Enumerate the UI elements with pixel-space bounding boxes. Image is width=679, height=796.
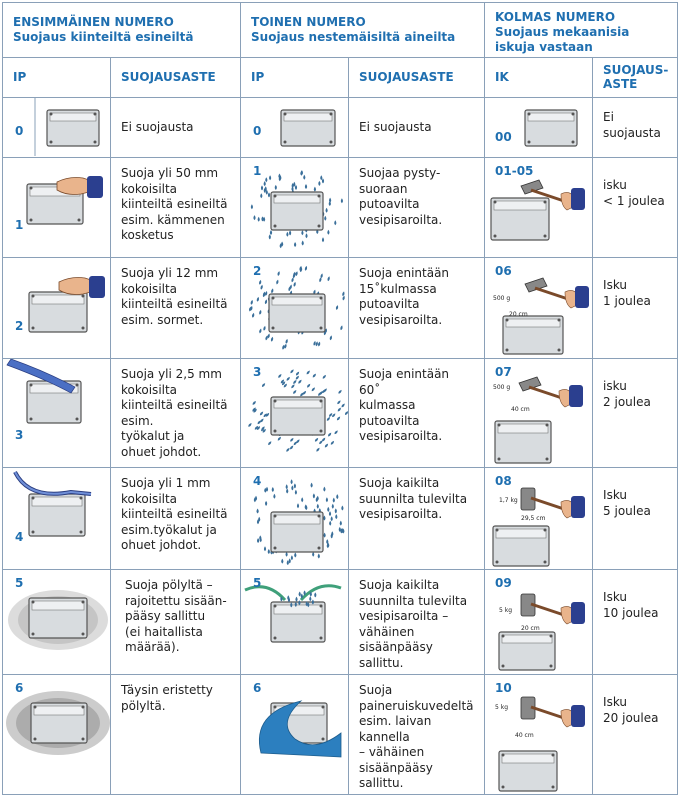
level-second-line: kulmassa <box>359 398 416 412</box>
enclosure-box <box>269 294 325 332</box>
level-second-line: suunnilta tulevilta <box>359 491 468 506</box>
illustration-solid <box>3 158 111 256</box>
col-level-third <box>593 58 678 98</box>
hammer-icon <box>521 594 585 624</box>
illustration-solid <box>3 359 111 466</box>
level-first-line: kokoisilta <box>121 382 178 397</box>
level-second-line: Suoja enintään <box>359 266 450 280</box>
cell-ip-second <box>241 359 349 468</box>
level-first-line: (ei haitallista <box>125 624 203 639</box>
level-second-line: Suoja <box>359 683 393 697</box>
impact-weight: 500 g <box>493 384 511 391</box>
cell-ip-first <box>3 98 111 158</box>
illustration-solid <box>3 468 111 568</box>
col-ip-first: IP <box>3 58 111 98</box>
level-first-line: kokoisilta <box>121 181 178 196</box>
cell-ik <box>485 675 593 795</box>
col-level-third-2: ASTE <box>603 77 638 91</box>
ik-code: 08 <box>495 474 512 488</box>
level-second-line: vesipisaroilta. <box>359 507 443 521</box>
level-second-line: vesipisaroilta – <box>359 609 449 623</box>
level-first-line: Suoja yli 12 mm <box>121 266 219 280</box>
table-row <box>3 258 678 359</box>
cell-ik <box>485 468 593 570</box>
level-first-line: pääsy sallittu <box>125 609 206 623</box>
cell-ik <box>485 359 593 468</box>
hammer-icon <box>521 697 585 727</box>
ik-code: 10 <box>495 681 512 695</box>
cell-ik <box>485 258 593 359</box>
level-second-line: sallittu. <box>359 655 404 670</box>
illustration-solid <box>3 258 111 357</box>
ip-first-code: 5 <box>15 576 24 590</box>
cell-ik <box>485 570 593 675</box>
cell-level-second <box>349 570 485 675</box>
level-second-line: sisäänpääsy <box>359 760 433 775</box>
level-third-line: 5 joulea <box>603 503 651 518</box>
level-third-line: Isku <box>603 695 628 709</box>
cell-level-first <box>111 570 241 675</box>
level-third-line: < 1 joulea <box>603 193 665 208</box>
ip-second-code: 1 <box>253 164 262 178</box>
level-first-line: Suoja pölyltä – <box>125 578 213 592</box>
level-third-line: Isku <box>603 278 628 292</box>
level-second-line: suunnilta tulevilta <box>359 593 468 608</box>
level-second-line: Ei suojausta <box>359 120 432 134</box>
cell-level-third <box>593 468 678 570</box>
enclosure-box <box>495 421 551 463</box>
col-ip-second: IP <box>241 58 349 98</box>
level-third-line: Isku <box>603 488 628 502</box>
enclosure-box <box>271 192 323 230</box>
cell-level-third <box>593 258 678 359</box>
enclosure-box <box>491 198 549 240</box>
cell-ip-first <box>3 158 111 258</box>
enclosure-box <box>271 397 325 435</box>
impact-height: 29,5 cm <box>521 515 546 522</box>
enclosure-box <box>503 316 563 354</box>
hammer-icon <box>521 488 585 518</box>
col-ik: IK <box>485 58 593 98</box>
level-third-line: 1 joulea <box>603 293 651 308</box>
cell-level-third <box>593 675 678 795</box>
ip-first-code: 0 <box>15 124 24 138</box>
col-level-third-1: SUOJAUS- <box>603 63 669 77</box>
cell-level-second <box>349 468 485 570</box>
level-second-line: putoavilta <box>359 413 420 428</box>
cell-ip-second <box>241 258 349 359</box>
cell-ip-first <box>3 359 111 468</box>
illustration-impact <box>485 98 593 156</box>
header-second-digit <box>241 3 485 58</box>
level-first-line: työkalut ja <box>121 429 185 443</box>
level-third-line: isku <box>603 379 627 393</box>
level-first-line: kiinteiltä esineiltä <box>121 507 228 521</box>
enclosure-box <box>29 292 87 332</box>
level-first-line: esim. kämmenen <box>121 212 225 227</box>
impact-height: 40 cm <box>515 732 534 739</box>
enclosure-box <box>525 110 577 146</box>
header-first-digit <box>3 3 241 58</box>
cell-level-third <box>593 158 678 258</box>
cell-ip-first <box>3 258 111 359</box>
level-second-line: putoavilta <box>359 297 420 311</box>
cell-level-first <box>111 468 241 570</box>
cell-ip-first <box>3 570 111 675</box>
cell-level-second <box>349 359 485 468</box>
ip-protection-table <box>2 2 678 795</box>
header-second-subtitle: Suojaus nestemäisiltä aineilta <box>251 30 456 44</box>
level-second-line: kannella <box>359 729 410 744</box>
level-second-line: sallittu. <box>359 776 404 790</box>
table-row <box>3 468 678 570</box>
cell-level-second <box>349 98 485 158</box>
cell-level-first <box>111 98 241 158</box>
cell-ip-first <box>3 468 111 570</box>
header-third-subtitle-2: iskuja vastaan <box>495 40 593 54</box>
table-row <box>3 158 678 258</box>
level-second-line: esim. laivan <box>359 714 432 728</box>
cell-level-first <box>111 258 241 359</box>
cell-ip-second <box>241 675 349 795</box>
level-second-line: vähäinen <box>359 624 415 639</box>
enclosure-box <box>271 602 325 642</box>
cell-ip-second <box>241 468 349 570</box>
ip-second-code: 2 <box>253 264 262 278</box>
level-third-line: suojausta <box>603 125 661 140</box>
enclosure-box <box>271 512 323 552</box>
level-first-line: Suoja yli 2,5 mm <box>121 367 222 381</box>
header-third-title: KOLMAS NUMERO <box>495 10 616 24</box>
level-second-line: Suoja kaikilta <box>359 578 440 592</box>
level-second-line: vesipisaroilta. <box>359 429 443 443</box>
level-first-line: esim. <box>121 413 154 428</box>
level-second-line: suoraan <box>359 181 408 196</box>
enclosure-box <box>29 598 87 638</box>
impact-weight: 500 g <box>493 295 511 302</box>
ik-code: 06 <box>495 264 512 278</box>
cell-ip-second <box>241 98 349 158</box>
level-first-line: Suoja yli 1 mm <box>121 476 211 490</box>
enclosure-box <box>29 494 85 536</box>
header-second-title: TOINEN NUMERO <box>251 15 366 29</box>
level-first-line: esim.työkalut ja <box>121 522 217 537</box>
cell-level-third <box>593 359 678 468</box>
level-first-line: rajoitettu sisään- <box>125 593 227 608</box>
ik-code: 07 <box>495 365 512 379</box>
ip-second-code: 3 <box>253 365 262 379</box>
ik-code: 09 <box>495 576 512 590</box>
hammer-icon <box>519 377 583 407</box>
enclosure-box <box>499 632 555 670</box>
level-second-line: sisäänpääsy <box>359 640 433 654</box>
level-second-line: – vähäinen <box>359 745 425 759</box>
cell-level-third <box>593 98 678 158</box>
col-level-first: SUOJAUSASTE <box>111 58 241 98</box>
table-row <box>3 98 678 158</box>
level-second-line: Suoja kaikilta <box>359 476 440 490</box>
cell-ip-second <box>241 570 349 675</box>
ip-first-code: 2 <box>15 319 24 333</box>
ip-first-code: 4 <box>15 530 24 544</box>
col-level-second: SUOJAUSASTE <box>349 58 485 98</box>
header-third-digit <box>485 3 678 58</box>
level-first-line: esim. sormet. <box>121 312 204 327</box>
ip-second-code: 6 <box>253 681 262 695</box>
hammer-icon <box>525 278 589 308</box>
impact-weight: 1,7 kg <box>499 497 518 504</box>
impact-weight: 5 kg <box>499 607 513 614</box>
ip-first-code: 3 <box>15 428 24 442</box>
level-first-line: määrää). <box>125 640 180 654</box>
cell-level-second <box>349 158 485 258</box>
header-third-subtitle-1: Suojaus mekaanisia <box>495 25 630 39</box>
level-third-line: Isku <box>603 590 628 604</box>
level-third-line: Ei <box>603 110 614 124</box>
level-second-line: putoavilta <box>359 197 420 211</box>
table-row <box>3 359 678 468</box>
cell-level-second <box>349 675 485 795</box>
cell-ip-first <box>3 675 111 795</box>
enclosure-box <box>31 703 87 743</box>
header-first-title: ENSIMMÄINEN NUMERO <box>13 15 174 29</box>
enclosure-box <box>493 526 549 566</box>
level-third-line: 2 joulea <box>603 394 651 409</box>
level-first-line: Ei suojausta <box>121 120 194 134</box>
level-second-line: vesipisaroilta. <box>359 312 443 327</box>
level-first-line: ohuet johdot. <box>121 538 202 552</box>
level-first-line: kokoisilta <box>121 491 178 506</box>
level-third-line: 10 joulea <box>603 605 659 620</box>
level-first-line: pölyltä. <box>121 698 166 713</box>
level-third-line: 20 joulea <box>603 710 659 725</box>
cell-ik <box>485 98 593 158</box>
ip-first-code: 1 <box>15 218 24 232</box>
enclosure-box <box>499 751 557 791</box>
enclosure-box <box>47 110 99 146</box>
level-first-line: kosketus <box>121 228 174 242</box>
cell-level-first <box>111 158 241 258</box>
level-first-line: kiinteiltä esineiltä <box>121 398 228 412</box>
level-second-line: 15˚kulmassa <box>359 281 437 296</box>
ik-code: 00 <box>495 130 512 144</box>
cell-level-second <box>349 258 485 359</box>
ip-first-code: 6 <box>15 681 24 695</box>
cell-level-first <box>111 675 241 795</box>
level-second-line: Suoja enintään <box>359 367 450 381</box>
enclosure-box <box>281 110 335 146</box>
cell-level-third <box>593 570 678 675</box>
level-first-line: Suoja yli 50 mm <box>121 166 219 180</box>
level-second-line: Suojaa pysty- <box>359 166 441 180</box>
level-first-line: kokoisilta <box>121 281 178 296</box>
level-first-line: ohuet johdot. <box>121 444 202 459</box>
cell-ik <box>485 158 593 258</box>
level-second-line: 60˚ <box>359 382 381 397</box>
table-row <box>3 675 678 795</box>
level-second-line: paineruiskuvedeltä <box>359 698 474 713</box>
cell-level-first <box>111 359 241 468</box>
level-third-line: isku <box>603 178 627 192</box>
level-first-line: kiinteiltä esineiltä <box>121 297 228 311</box>
ip-second-code: 0 <box>253 124 262 138</box>
impact-weight: 5 kg <box>495 704 509 711</box>
table-row <box>3 570 678 675</box>
impact-height: 20 cm <box>509 311 528 318</box>
ik-code: 01-05 <box>495 164 534 178</box>
level-first-line: kiinteiltä esineiltä <box>121 197 228 211</box>
level-first-line: Täysin eristetty <box>121 683 213 697</box>
ip-second-code: 4 <box>253 474 262 488</box>
impact-height: 20 cm <box>521 625 540 632</box>
level-second-line: vesipisaroilta. <box>359 212 443 227</box>
ip-second-code: 5 <box>253 576 262 590</box>
cell-ip-second <box>241 158 349 258</box>
header-first-subtitle: Suojaus kiinteiltä esineiltä <box>13 30 194 44</box>
impact-height: 40 cm <box>511 406 530 413</box>
